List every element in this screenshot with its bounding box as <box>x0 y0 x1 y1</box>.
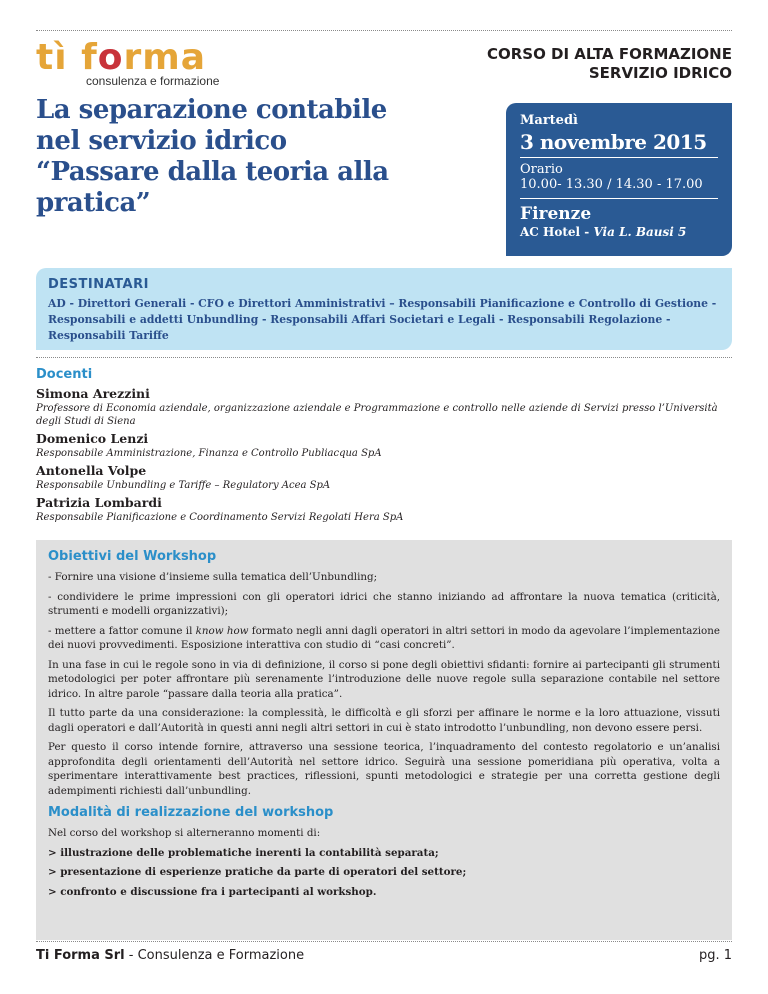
tiforma-logo <box>36 37 266 94</box>
title-line-2: nel servizio idrico <box>36 126 287 156</box>
modalita-intro: Nel corso del workshop si alterneranno momenti di: <box>48 827 321 839</box>
modalita-title: Modalità di realizzazione del workshop <box>48 805 334 820</box>
event-day: Martedì <box>520 113 578 128</box>
top-divider <box>36 30 732 31</box>
event-divider <box>520 157 718 158</box>
obiettivi-paragraph: - condividere le prime impressioni con gli operatori idrici che stanno iniziando ad affrontare la nuova tematica (criticità, strumenti e modelli organizzativi); <box>48 590 720 617</box>
event-city: Firenze <box>520 204 592 224</box>
event-divider-2 <box>520 198 718 199</box>
docente-item <box>36 495 732 524</box>
title-line-3: “Passare dalla teoria alla pratica” <box>36 157 389 218</box>
logo-wordmark: tì forma <box>36 37 207 78</box>
page-title <box>36 95 496 219</box>
event-info-box <box>506 103 732 256</box>
docente-role: Professore di Economia aziendale, organizzazione aziendale e Programmazione e controllo nelle aziende di Servizi presso l’Università degli Studi di Siena <box>36 403 718 427</box>
modalita-item: > presentazione di esperienze pratiche da parte di operatori del settore; <box>48 866 467 878</box>
destinatari-box <box>36 268 732 350</box>
docente-item <box>36 386 732 428</box>
docente-role: Responsabile Unbundling e Tariffe – Regulatory Acea SpA <box>36 480 331 491</box>
event-venue: AC Hotel - Via L. Bausi 5 <box>520 225 687 239</box>
obiettivi-paragraph: Il tutto parte da una considerazione: la complessità, le difficoltà e gli sforzi per affinare le norme e la loro attuazione, vissuti dagli operatori e dall’Autorità in questi anni negli altri settori in cui è stato introdotto l’unbundling, non devono essere persi. <box>48 707 720 734</box>
course-line-1: CORSO DI ALTA FORMAZIONE <box>486 45 732 63</box>
obiettivi-title: Obiettivi del Workshop <box>48 549 217 564</box>
obiettivi-paragraph: Per questo il corso intende fornire, attraverso una sessione teorica, l’inquadramento del contesto regolatorio e un’analisi approfondita degli orientamenti dell’Autorità nel settore idrico. Seguirà una sessione pomeridiana più operativa, volta a sperimentare interattivamente best practices, riflessioni, spunti metodologici e strategie per una corretta gestione degli adempimenti richiesti dall’unbundling. <box>48 741 720 797</box>
footer-company: Ti Forma Srl - Consulenza e Formazione <box>36 948 305 963</box>
footer-divider <box>36 941 732 942</box>
obiettivi-paragraph: - Fornire una visione d’insieme sulla tematica dell’Unbundling; <box>48 571 378 583</box>
docente-name: Domenico Lenzi <box>36 431 149 446</box>
docente-name: Antonella Volpe <box>36 463 147 478</box>
docenti-title: Docenti <box>36 367 93 382</box>
destinatari-text: AD - Direttori Generali - CFO e Direttori Amministrativi – Responsabili Pianificazione e Controllo di Gestione - Responsabili e addetti Unbundling - Responsabili Affari Societari e Legali - Responsabili Regolazione - Responsabili Tariffe <box>48 297 717 342</box>
event-date: 3 novembre 2015 <box>520 130 707 154</box>
obiettivi-box <box>36 540 732 940</box>
page-number: pg. 1 <box>698 948 732 963</box>
section-divider <box>36 357 732 358</box>
obiettivi-paragraph: In una fase in cui le regole sono in via di definizione, il corso si pone degli obiettivi sfidanti: fornire ai partecipanti gli strumenti metodologici per poter affrontare più serenamente l’introduzione delle nuove regole sulla separazione contabile nel settore idrico. In altre parole “passare dalla teoria alla pratica”. <box>48 658 720 700</box>
docente-name: Patrizia Lombardi <box>36 495 162 510</box>
docente-item <box>36 463 732 492</box>
docente-role: Responsabile Pianificazione e Coordinamento Servizi Regolati Hera SpA <box>36 512 404 523</box>
modalita-item: > illustrazione delle problematiche inerenti la contabilità separata; <box>48 846 439 859</box>
docente-item <box>36 431 732 460</box>
docente-name: Simona Arezzini <box>36 386 150 401</box>
docenti-section <box>36 366 732 527</box>
obiettivi-paragraph: - mettere a fattor comune il know how formato negli anni dagli operatori in altri settori in modo da agevolare l’implementazione dei nuovi provvedimenti. Esposizione interattiva con studio di “casi concreti”. <box>48 624 720 651</box>
logo-tagline: consulenza e formazione <box>86 74 220 88</box>
destinatari-title: DESTINATARI <box>48 277 149 292</box>
event-orario: 10.00- 13.30 / 14.30 - 17.00 <box>520 177 703 192</box>
docente-role: Responsabile Amministrazione, Finanza e Controllo Publiacqua SpA <box>36 448 382 459</box>
course-heading <box>487 45 732 83</box>
modalita-item: > confronto e discussione fra i partecipanti al workshop. <box>48 885 377 898</box>
title-line-1: La separazione contabile <box>36 95 387 125</box>
course-line-2: SERVIZIO IDRICO <box>588 64 732 82</box>
event-orario-label: Orario <box>520 162 563 177</box>
